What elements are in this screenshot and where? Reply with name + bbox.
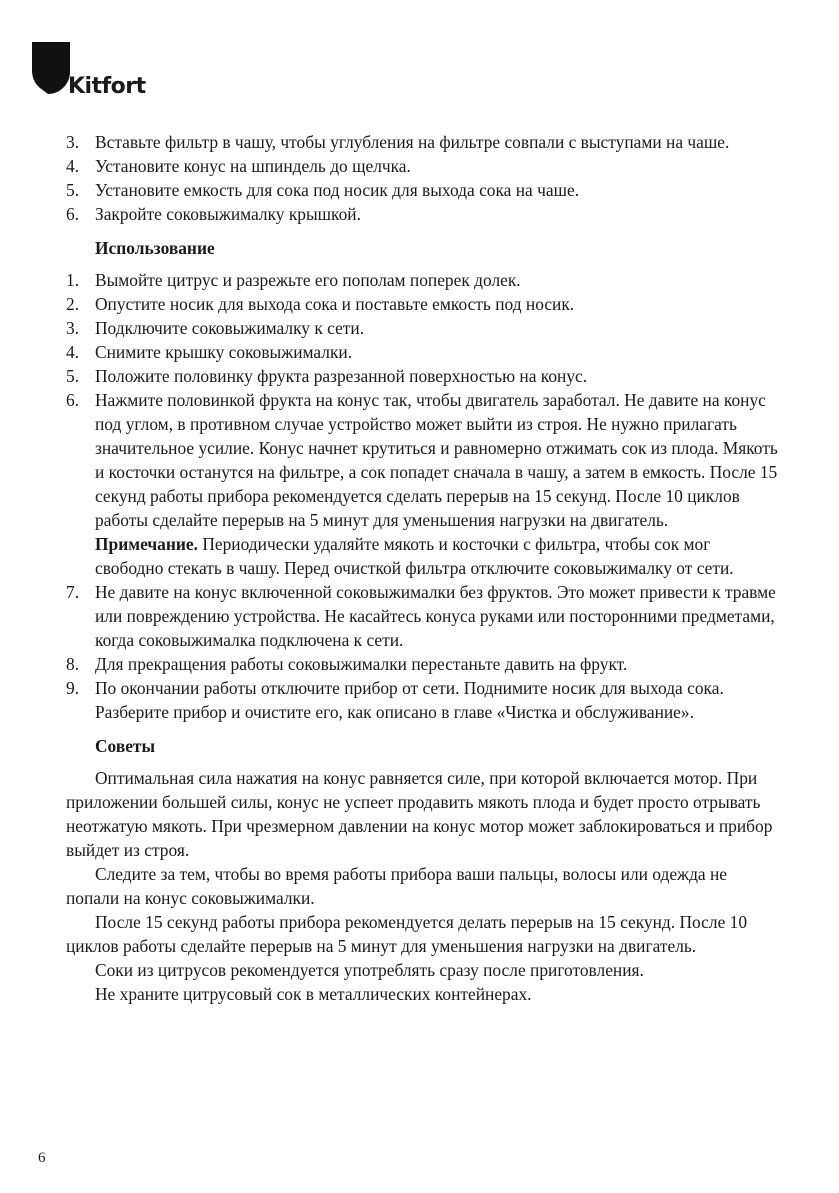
list-item (66, 364, 781, 388)
note-text: Периодически удаляйте мякоть и косточки с фильтра, чтобы сок мог свободно стекать в чашу. Перед очисткой фильтра отключите соковыжималку от сети. (95, 534, 734, 578)
tips-paragraph: Оптимальная сила нажатия на конус равняется силе, при которой включается мотор. При приложении большей силы, конус не успеет продавить мякоть плода и будет просто отрывать неотжатую мякоть. При чрезмерном давлении на конус мотор может заблокироваться и прибор выйдет из строя. (66, 768, 773, 860)
step-text: Закройте соковыжималку крышкой. (95, 204, 361, 224)
step-text: Снимите крышку соковыжималки. (95, 342, 353, 362)
step-text: Для прекращения работы соковыжималки перестаньте давить на фрукт. (95, 654, 628, 674)
list-item (66, 340, 781, 364)
step-number: 3. (66, 132, 80, 152)
step-number: 4. (66, 156, 80, 176)
step-text: Подключите соковыжималку к сети. (95, 318, 365, 338)
step-text: Положите половинку фрукта разрезанной поверхностью на конус. (95, 366, 588, 386)
list-item (66, 316, 781, 340)
note-label: Примечание. (95, 534, 198, 554)
step-number: 8. (66, 654, 80, 674)
tips-paragraph: Соки из цитрусов рекомендуется употреблять сразу после приготовления. (95, 960, 644, 980)
kitfort-logo-icon (32, 42, 70, 94)
step-number: 5. (66, 366, 80, 386)
list-item (66, 268, 781, 292)
step-text: Нажмите половинкой фрукта на конус так, чтобы двигатель заработал. Не давите на конус под углом, в противном случае устройство может выйти из строя. Не нужно прилагать значительное усилие. Конус начнет крутиться и равномерно отжимать сок из плода. Мякоть и косточки останутся на фильтре, а сок попадет сначала в чашу, а затем в емкость. После 15 секунд работы прибора рекомендуется сделать перерыв на 15 секунд. После 10 циклов работы сделайте перерыв на 5 минут для уменьшения нагрузки на двигатель. (95, 390, 778, 530)
tips-heading: Советы (95, 736, 156, 756)
list-item (66, 580, 781, 652)
list-item (66, 388, 781, 580)
list-item (66, 292, 781, 316)
assembly-steps-list (66, 130, 781, 226)
usage-heading: Использование (95, 238, 215, 258)
step-text: По окончании работы отключите прибор от сети. Поднимите носик для выхода сока. Разберите прибор и очистите его, как описано в главе «Чистка и обслуживание». (95, 678, 724, 722)
tips-paragraph: Не храните цитрусовый сок в металлических контейнерах. (95, 984, 532, 1004)
list-item (66, 154, 781, 178)
step-number: 2. (66, 294, 80, 314)
step-number: 7. (66, 582, 80, 602)
step-number: 1. (66, 270, 80, 290)
step-text: Вставьте фильтр в чашу, чтобы углубления на фильтре совпали с выступами на чаше. (95, 132, 730, 152)
step-number: 6. (66, 204, 80, 224)
page-number: 6 (38, 1150, 46, 1166)
step-text: Не давите на конус включенной соковыжималки без фруктов. Это может привести к травме или повреждению устройства. Не касайтесь конуса руками или посторонними предметами, когда соковыжималка подключена к сети. (95, 582, 776, 650)
tips-paragraph: Следите за тем, чтобы во время работы прибора ваши пальцы, волосы или одежда не попали на конус соковыжималки. (66, 864, 728, 908)
step-text: Установите конус на шпиндель до щелчка. (95, 156, 411, 176)
main-content (66, 130, 781, 1006)
tips-section (66, 766, 781, 1006)
tips-paragraph: После 15 секунд работы прибора рекомендуется делать перерыв на 15 секунд. После 10 циклов работы сделайте перерыв на 5 минут для уменьшения нагрузки на двигатель. (66, 912, 748, 956)
brand-name: Kitfort (68, 74, 146, 99)
usage-steps-list (66, 268, 781, 724)
step-number: 9. (66, 678, 80, 698)
step-note (95, 532, 781, 580)
list-item (66, 652, 781, 676)
step-number: 6. (66, 390, 80, 410)
list-item (66, 178, 781, 202)
step-text: Установите емкость для сока под носик для выхода сока на чаше. (95, 180, 580, 200)
list-item (66, 676, 781, 724)
list-item (66, 202, 781, 226)
step-text: Вымойте цитрус и разрежьте его пополам поперек долек. (95, 270, 521, 290)
step-text: Опустите носик для выхода сока и поставьте емкость под носик. (95, 294, 575, 314)
list-item (66, 130, 781, 154)
step-number: 4. (66, 342, 80, 362)
step-number: 5. (66, 180, 80, 200)
step-number: 3. (66, 318, 80, 338)
